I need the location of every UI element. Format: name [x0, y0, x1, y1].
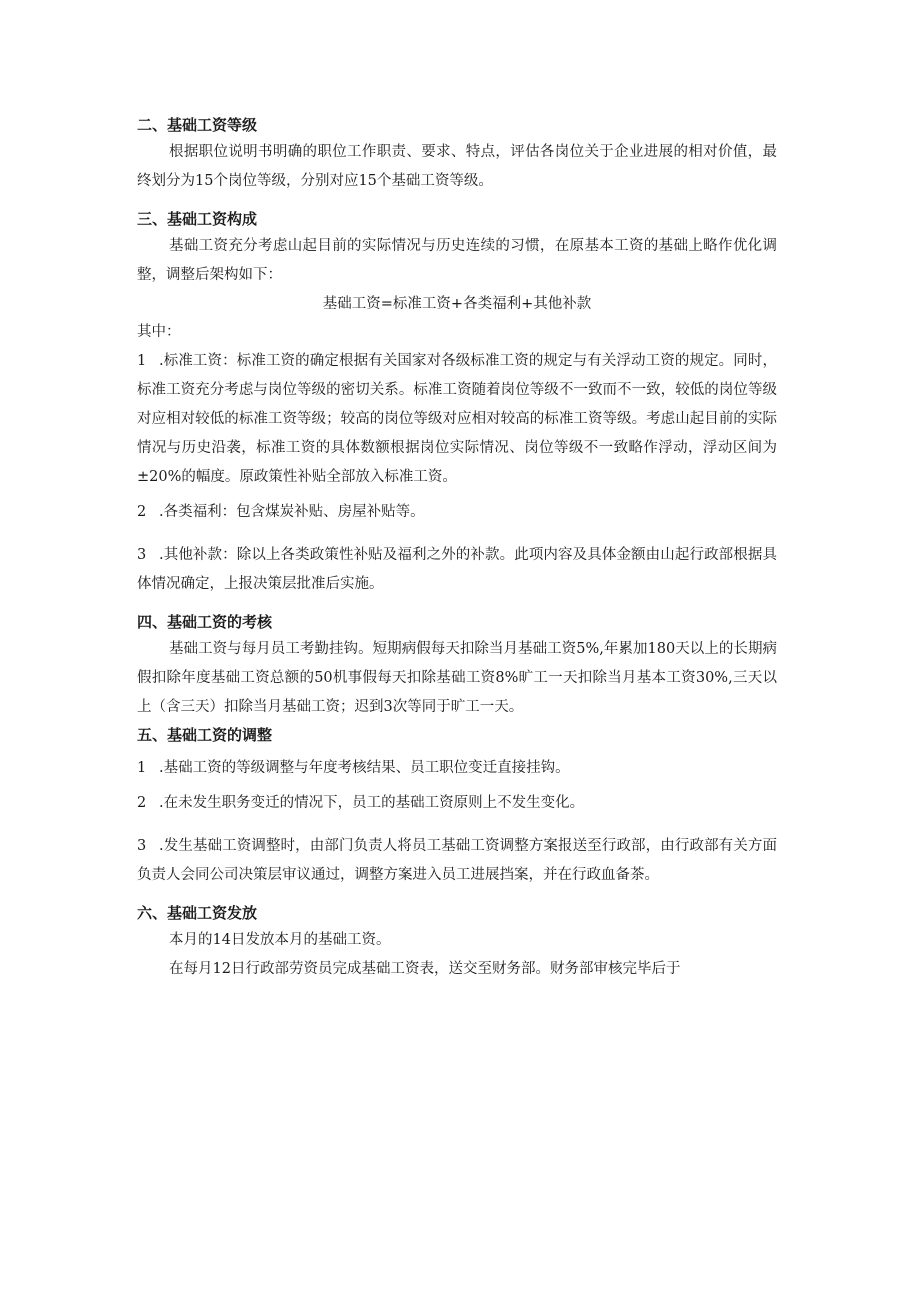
list-item-text: .各类福利：包含煤炭补贴、房屋补贴等。 [159, 504, 425, 520]
list-item-text: .在未发生职务变迁的情况下，员工的基础工资原则上不发生变化。 [159, 795, 585, 811]
list-item [137, 541, 777, 599]
list-item [137, 754, 777, 783]
section-3-paragraph: 基础工资充分考虑山起目前的实际情况与历史连续的习惯，在原基本工资的基础上略作优化调整，调整后架构如下： [137, 238, 777, 283]
list-item-number: 1 [137, 760, 147, 776]
list-item-number: 3 [137, 547, 147, 563]
section-6-paragraph-1: 本月的14日发放本月的基础工资。 [169, 932, 391, 948]
section-heading-2: 二、基础工资等级 [137, 116, 258, 134]
list-item-text: .标准工资：标准工资的确定根据有关国家对各级标准工资的规定与有关浮动工资的规定。同时，标准工资充分考虑与岗位等级的密切关系。标准工资随着岗位等级不一致而不一致，较低的岗位等级对应相对较低的标准工资等级；较高的岗位等级对应相对较高的标准工资等级。考虑山起目前的实际情况与历史沿袭，标准工资的具体数额根据岗位实际情况、岗位等级不一致略作浮动，浮动区间为±20%的幅度。原政策性补贴全部放入标准工资。 [137, 353, 777, 485]
section-heading-6: 六、基础工资发放 [137, 904, 258, 922]
list-item-text: .发生基础工资调整时，由部门负责人将员工基础工资调整方案报送至行政部，由行政部有关方面负责人会同公司决策层审议通过，调整方案进入员工进展挡案，并在行政血备茶。 [137, 838, 777, 883]
list-item [137, 498, 777, 527]
list-item-number: 3 [137, 838, 147, 854]
document-page [137, 112, 777, 984]
list-item-text: .基础工资的等级调整与年度考核结果、员工职位变迁直接挂钩。 [159, 760, 570, 776]
section-6-paragraph-2: 在每月12日行政部劳资员完成基础工资表，送交至财务部。财务部审核完毕后于 [169, 961, 681, 977]
section-heading-4: 四、基础工资的考核 [137, 613, 273, 631]
list-item [137, 347, 777, 492]
salary-formula: 基础工资=标准工资+各类福利+其他补款 [322, 296, 592, 312]
section-4-paragraph: 基础工资与每月员工考勤挂钩。短期病假每天扣除当月基础工资5%,年累加180天以上的长期病假扣除年度基础工资总额的50机事假每天扣除基础工资8%旷工一天扣除当月基本工资30%,三天以上（含三天）扣除当月基础工资；迟到3次等同于旷工一天。 [137, 641, 777, 715]
among-label: 其中： [137, 324, 181, 340]
section-heading-5: 五、基础工资的调整 [137, 726, 273, 744]
section-heading-3: 三、基础工资构成 [137, 210, 258, 228]
list-item [137, 789, 777, 818]
list-item-number: 2 [137, 504, 147, 520]
list-item-number: 1 [137, 353, 147, 369]
list-item [137, 832, 777, 890]
section-2-paragraph: 根据职位说明书明确的职位工作职责、要求、特点，评估各岗位关于企业进展的相对价值，最终划分为15个岗位等级，分别对应15个基础工资等级。 [137, 144, 777, 189]
list-item-text: .其他补款：除以上各类政策性补贴及福利之外的补款。此项内容及具体金额由山起行政部根据具体情况确定，上报决策层批准后实施。 [137, 547, 777, 592]
list-item-number: 2 [137, 795, 147, 811]
